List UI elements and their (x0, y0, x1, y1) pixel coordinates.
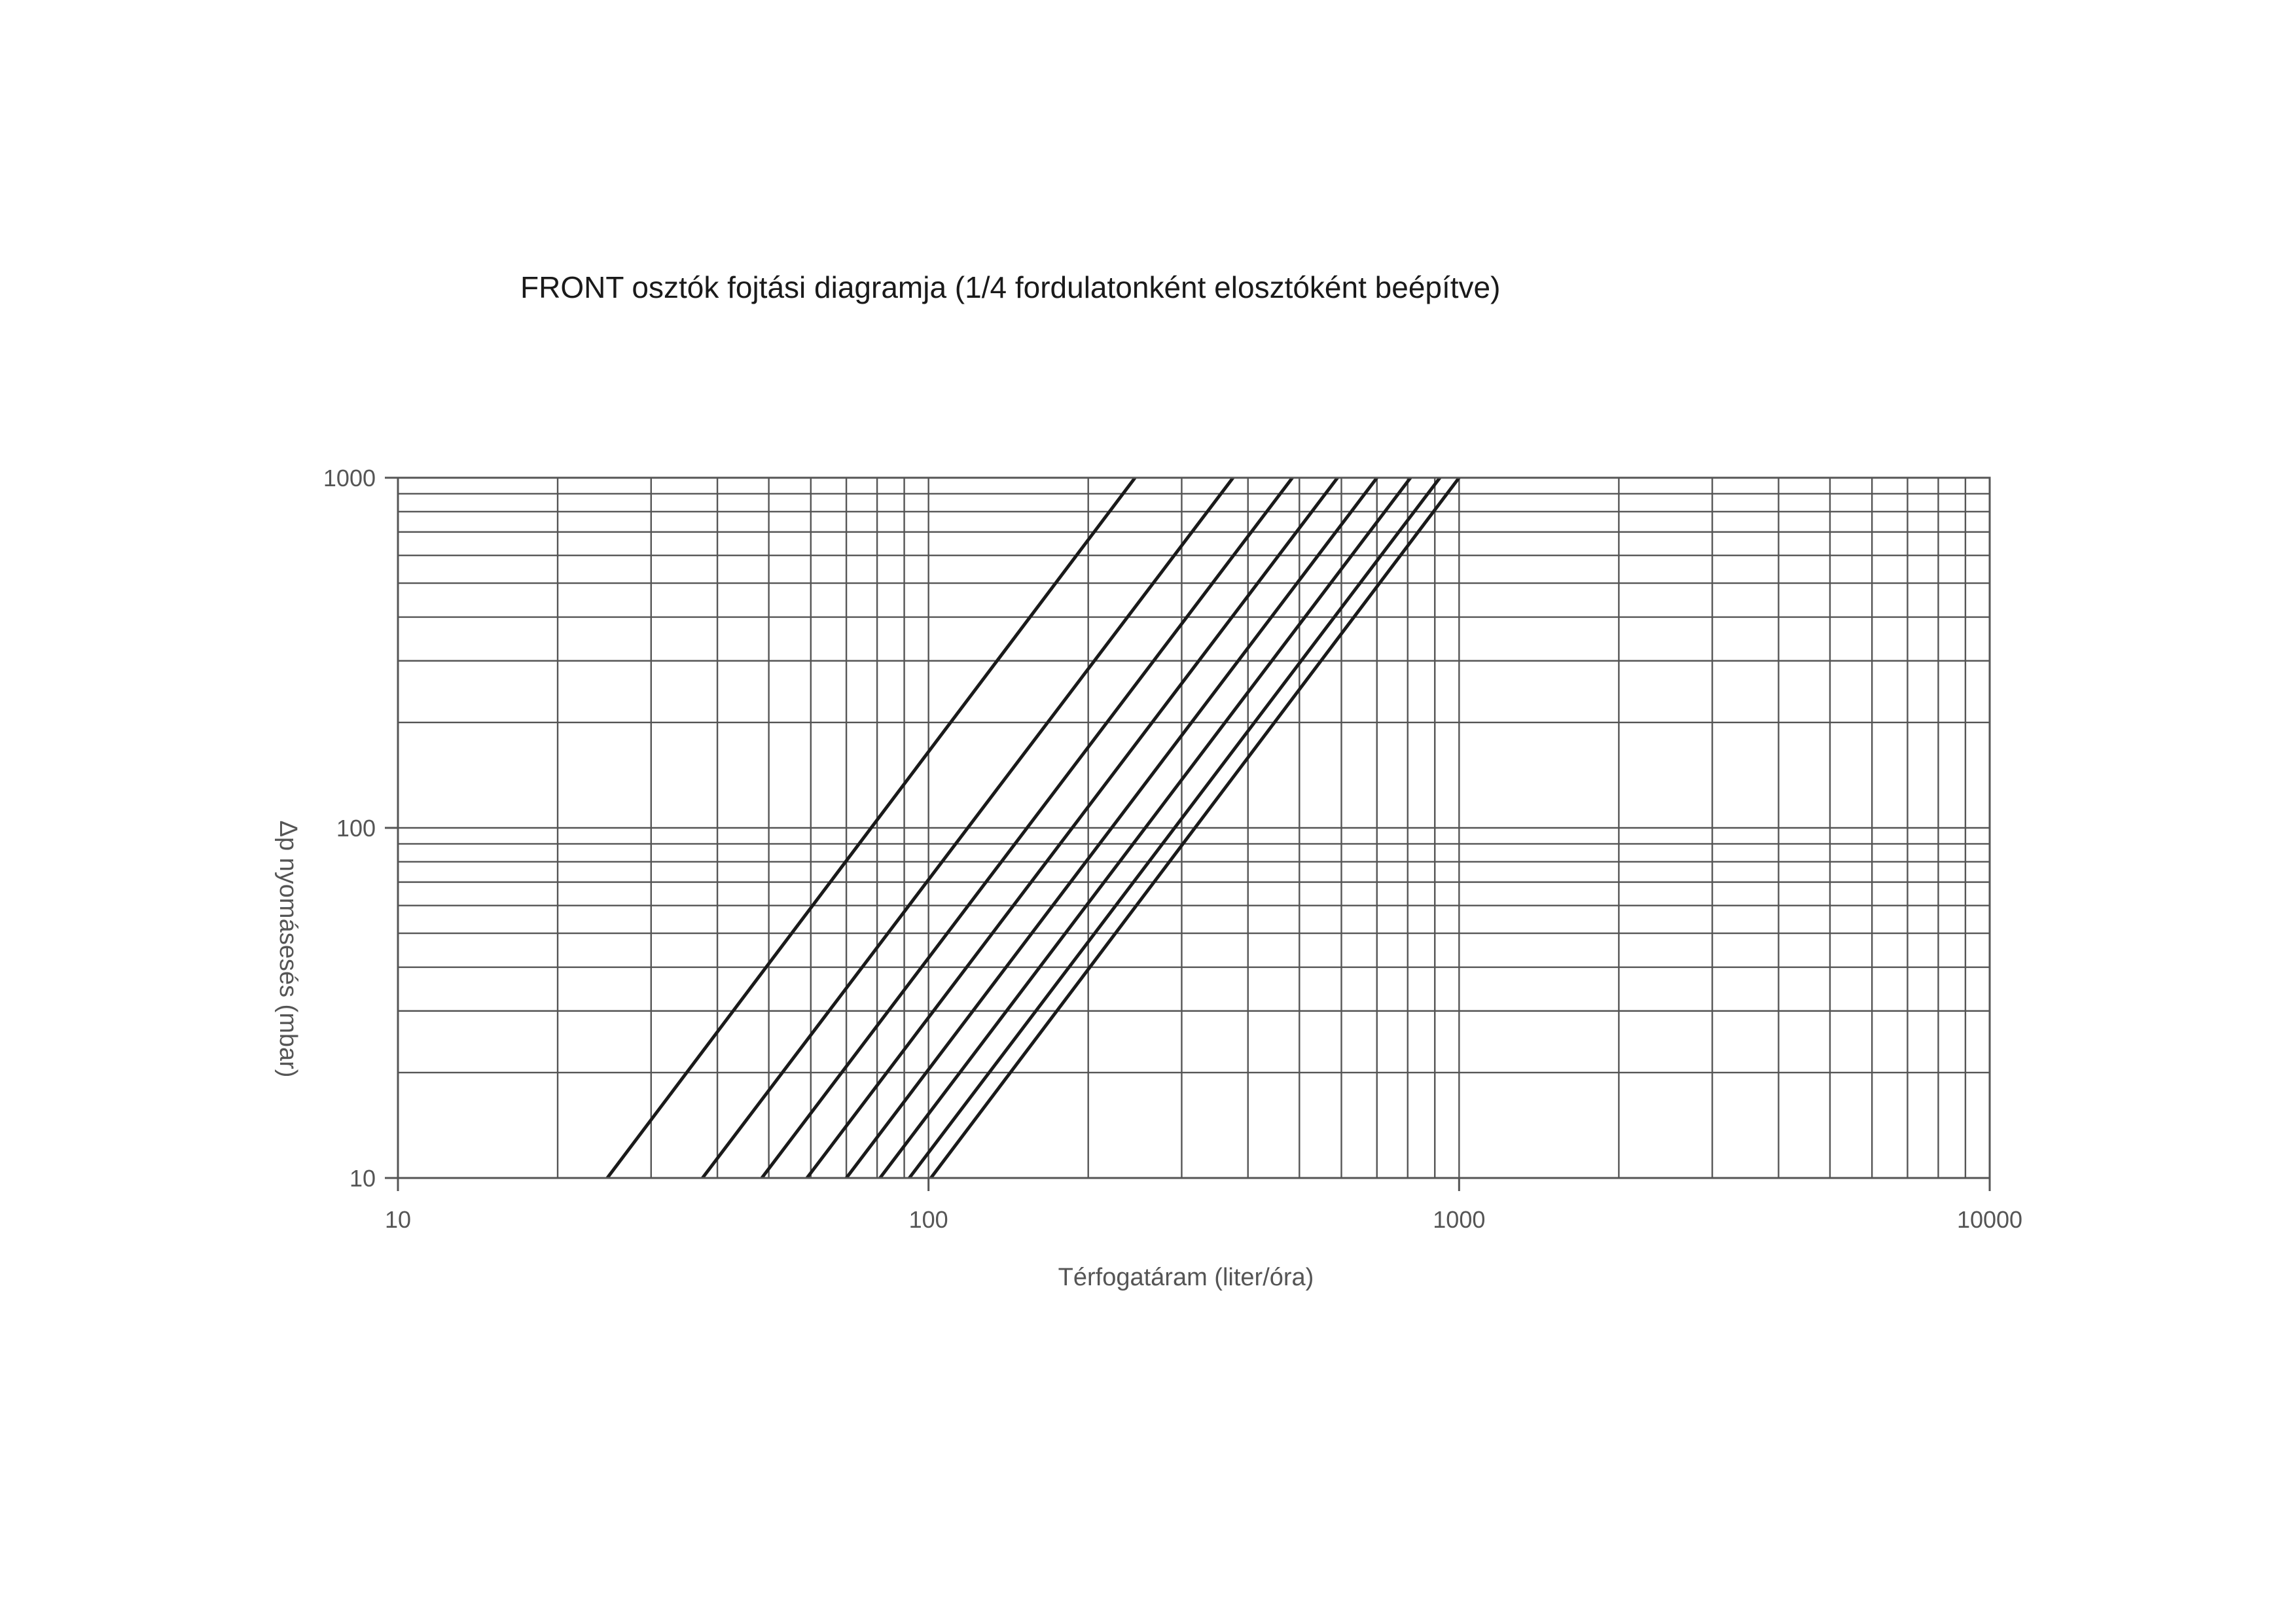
x-axis-label: Térfogatáram (liter/óra) (1058, 1264, 1314, 1291)
axis-ticks (323, 465, 2022, 1233)
y-tick-label: 10 (349, 1165, 376, 1192)
x-tick-label: 100 (908, 1206, 948, 1233)
y-axis-label: Δp nyomásesés (mbar) (274, 820, 302, 1078)
x-tick-label: 10 (384, 1206, 412, 1233)
y-tick-label: 100 (336, 815, 376, 842)
chart-title: FRONT osztók fojtási diagramja (1/4 fordulatonként elosztóként beépítve) (520, 270, 1501, 304)
y-tick-label: 1000 (323, 465, 376, 491)
x-tick-label: 1000 (1433, 1206, 1486, 1233)
x-tick-label: 10000 (1956, 1206, 2023, 1233)
